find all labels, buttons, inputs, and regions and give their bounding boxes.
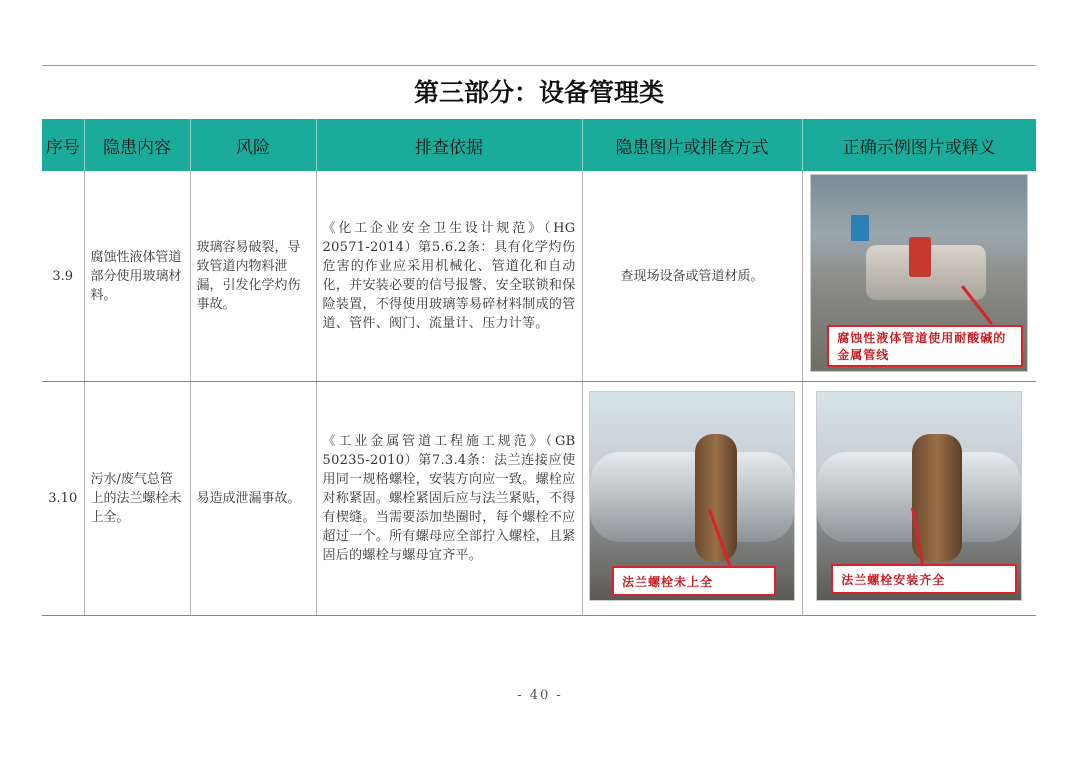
row-number: 3.10 [42,382,84,616]
correct-example-cell [802,171,1036,382]
basis-text: 《工业金属管道工程施工规范》（GB 50235-2010）第7.3.4条：法兰连接应使用同一规格螺栓，安装方向应一致。螺栓应对称紧固。螺栓紧固后应与法兰紧贴，不得有楔缝。当需要添加垫圈时，每个螺栓不应超过一个。所有螺母应全部拧入螺栓，且紧固后的螺栓与螺母宜齐平。 [316,382,582,616]
header-basis: 排查依据 [316,119,582,171]
hazard-image-cell [582,382,802,616]
hazard-table [42,119,1036,616]
basis-text: 《化工企业安全卫生设计规范》（HG 20571-2014）第5.6.2条：具有化学灼伤危害的作业应采用机械化、管道化和自动化，并安装必要的信号报警、安全联锁和保险装置，不得使用玻璃等易碎材料制成的管道、管件、阀门、流量计、压力计等。 [316,171,582,382]
valve-handle [909,237,931,277]
pipe-flange [695,434,737,562]
correct-example-photo [810,174,1028,372]
photo-caption: 法兰螺栓未上全 [612,566,776,596]
hazard-content: 腐蚀性液体管道部分使用玻璃材料。 [84,171,190,382]
photo-caption: 腐蚀性液体管道使用耐酸碱的金属管线 [827,325,1023,367]
header-no: 序号 [42,119,84,171]
row-number: 3.9 [42,171,84,382]
check-method: 查现场设备或管道材质。 [582,171,802,382]
correct-example-photo [816,391,1022,601]
photo-caption: 法兰螺栓安装齐全 [831,564,1017,594]
steel-pipe [590,452,794,542]
sign-board [851,215,869,241]
risk-text: 玻璃容易破裂，导致管道内物料泄漏，引发化学灼伤事故。 [190,171,316,382]
hazard-content: 污水/废气总管上的法兰螺栓未上全。 [84,382,190,616]
correct-example-cell [802,382,1036,616]
page-number: - 40 - [517,688,563,703]
risk-text: 易造成泄漏事故。 [190,382,316,616]
header-risk: 风险 [190,119,316,171]
header-correct-example: 正确示例图片或释义 [802,119,1036,171]
top-rule [42,65,1036,66]
header-hazard: 隐患内容 [84,119,190,171]
hazard-photo [589,391,795,601]
table-row [42,382,1036,616]
table-row [42,171,1036,382]
table-header-row [42,119,1036,171]
header-hazard-image: 隐患图片或排查方式 [582,119,802,171]
page-title: 第三部分：设备管理类 [413,78,664,107]
